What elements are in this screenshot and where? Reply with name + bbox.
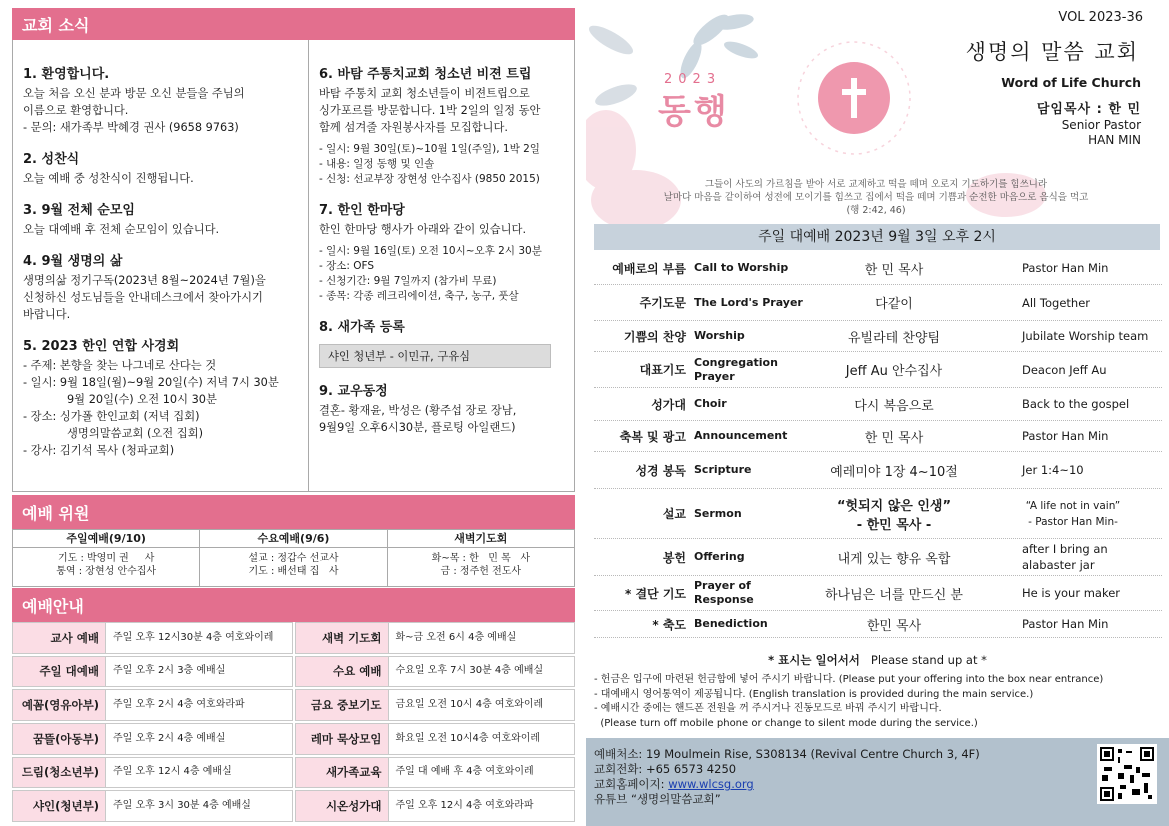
staff-table <box>12 529 575 587</box>
news-item-text: 9월 20일(수) 오전 10시 30분 <box>67 393 217 406</box>
worship-order-row <box>594 576 1162 611</box>
news-item-text: 생명의삶 정기구독(2023년 8월~2024년 7월)을 <box>23 274 266 287</box>
guide-row <box>12 656 293 690</box>
news-item-title: 4. 9월 생명의 삶 <box>23 254 123 269</box>
news-item-text: - 일시: 9월 18일(월)~9월 20일(수) 저녁 7시 30분 <box>23 376 279 389</box>
guide-header: 예배안내 <box>12 588 575 622</box>
address: 예배처소: 19 Moulmein Rise, S308134 (Revival Centre Church 3, 4F) <box>594 747 980 761</box>
guide-row <box>12 723 293 757</box>
order-item-leader-subtext: - 한민 목사 - <box>856 517 932 533</box>
order-item-leader <box>804 548 984 567</box>
news-item <box>319 66 570 187</box>
news-item-title: 7. 한인 한마당 <box>319 203 405 218</box>
news-item-title: 3. 9월 전체 순모임 <box>23 203 135 218</box>
news-item-title: 6. 바탐 주통치교회 청소년 비젼 트립 <box>319 67 532 82</box>
order-item-leader-text: Jeff Au 안수집사 <box>845 364 943 379</box>
news-item-detail: - 신청기간: 9월 7일까지 (참가비 무료) <box>319 275 497 287</box>
guide-label: 레마 묵상모임 <box>295 723 389 755</box>
order-item-korean: 축복 및 광고 <box>619 429 686 444</box>
news-item-text: 오늘 대예배 후 전체 순모임이 있습니다. <box>23 223 220 236</box>
news-item-text: 9월9일 오후6시30분, 플로팅 아일랜드) <box>319 421 516 434</box>
verse-reference: (행 2:42, 46) <box>846 205 906 216</box>
bible-verse <box>616 178 1136 217</box>
order-item-english-text: Pastor Han Min <box>1022 261 1109 275</box>
staff-entry: 금 : 정주헌 전도사 <box>440 566 522 577</box>
order-item-english-text: All Together <box>1022 295 1090 310</box>
order-item-leader-text: 다같이 <box>875 297 913 312</box>
guide-label: 시온성가대 <box>295 790 389 822</box>
order-item-english: Scripture <box>694 463 752 476</box>
worship-order-row <box>594 611 1162 638</box>
order-item-leader-text: 내게 있는 향유 옥합 <box>837 551 951 567</box>
order-item-english: Choir <box>694 397 727 410</box>
news-item <box>319 319 570 368</box>
guide-row <box>295 757 576 791</box>
news-item <box>23 66 300 136</box>
order-item-korean: 성가대 <box>651 397 686 412</box>
guide-row <box>12 790 293 824</box>
guide-row <box>12 689 293 723</box>
order-item-leader-text: “헛되지 않은 인생” <box>836 498 952 514</box>
service-guide <box>12 622 575 824</box>
staff-column <box>200 530 387 586</box>
news-item-detail: - 장소: OFS <box>319 260 375 272</box>
year-theme-logo <box>654 40 954 175</box>
order-item-english-text: after I bring an alabaster jar <box>1022 542 1108 572</box>
news-item-text: 한인 한마당 행사가 아래와 같이 있습니다. <box>319 223 527 236</box>
news-item-text: 생명의말씀교회 (오전 집회) <box>67 427 204 440</box>
news-item-text: - 장소: 싱가폴 한인교회 (저녁 집회) <box>23 410 200 423</box>
order-item-leader-text: 한 민 목사 <box>864 430 924 446</box>
guide-value: 주일 오후 2시 3층 예배실 <box>106 656 293 688</box>
news-item-detail: - 종목: 각종 레크리에이션, 축구, 농구, 풋살 <box>319 290 519 302</box>
worship-order-row <box>594 388 1162 421</box>
news-item <box>23 338 300 459</box>
order-item-english-text: Pastor Han Min <box>1022 617 1109 631</box>
note-line: - 예배시간 중에는 핸드폰 전원을 꺼 주시거나 진동모드로 바꿔 주시기 바랍니다. <box>594 703 942 714</box>
order-item-leader <box>804 293 984 312</box>
news-column-right <box>309 40 576 491</box>
worship-order-row <box>594 321 1162 352</box>
order-item-korean: 성경 봉독 <box>635 463 686 478</box>
guide-row <box>295 689 576 723</box>
staff-entry: 설교 : 정갑수 선교사 <box>248 553 339 564</box>
staff-entry: 기도 : 박영미 권 사 <box>57 553 155 564</box>
order-item-english-subtext: - Pastor Han Min- <box>1028 515 1118 528</box>
news-item-text: 싱가포르를 방문합니다. 1박 2일의 일정 동안 <box>319 104 541 117</box>
staff-column-body <box>388 548 574 578</box>
order-item-english-detail <box>984 396 1162 412</box>
news-item-title: 9. 교우동정 <box>319 384 388 399</box>
guide-label: 새가족교육 <box>295 757 389 789</box>
stand-note-english: Please stand up at * <box>870 653 987 667</box>
guide-value: 주일 오후 2시 4층 여호와라파 <box>106 689 293 721</box>
order-of-worship <box>594 252 1162 638</box>
order-item-leader <box>804 584 984 603</box>
staff-column <box>13 530 200 586</box>
logo-word: 동행 <box>658 92 730 132</box>
guide-value: 주일 오후 12시30분 4층 여호와이레 <box>106 622 293 654</box>
staff-header: 예배 위원 <box>12 495 575 529</box>
order-item-english-detail <box>984 541 1162 573</box>
order-item-korean: * 축도 <box>652 617 686 632</box>
worship-order-row <box>594 539 1162 576</box>
church-name-korean: 생명의 말씀 교회 <box>965 40 1139 64</box>
church-name-english: Word of Life Church <box>1001 75 1141 90</box>
order-item-english-text: Jubilate Worship team <box>1022 329 1149 343</box>
news-item-text: - 문의: 새가족부 박혜경 권사 (9658 9763) <box>23 121 239 134</box>
news-item <box>23 202 300 238</box>
order-item-english-detail <box>984 260 1162 276</box>
guide-row <box>12 757 293 791</box>
order-item-english-detail <box>984 328 1162 344</box>
right-panel <box>586 0 1169 826</box>
new-member-box: 샤인 청년부 - 이민규, 구유심 <box>319 344 551 368</box>
note-line: (Please turn off mobile phone or change to silent mode during the service.) <box>594 717 978 729</box>
stand-note <box>586 652 1169 668</box>
order-item-english-text: Jer 1:4~10 <box>1022 463 1084 477</box>
order-item-korean: 설교 <box>662 507 686 521</box>
staff-entry: 기도 : 배선태 집 사 <box>248 566 339 577</box>
guide-label: 예꼼(영유아부) <box>12 689 106 721</box>
volume-number: VOL 2023-36 <box>1058 10 1143 25</box>
order-item-english-text: “A life not in vain” <box>1025 499 1121 512</box>
guide-value: 화~금 오전 6시 4층 예배실 <box>389 622 576 654</box>
phone: 교회전화: +65 6573 4250 <box>594 762 737 776</box>
order-item-english-detail <box>984 295 1162 311</box>
order-item-leader-text: 하나님은 너를 만드신 분 <box>825 587 963 603</box>
news-item-detail: - 일시: 9월 16일(토) 오전 10시~오후 2시 30분 <box>319 245 542 257</box>
news-item-title: 8. 새가족 등록 <box>319 320 405 335</box>
guide-value: 주일 오후 12시 4층 여호와라파 <box>389 790 576 822</box>
worship-order-row <box>594 452 1162 489</box>
senior-pastor-name: HAN MIN <box>1088 133 1141 147</box>
staff-column-header: 수요예배(9/6) <box>200 530 386 548</box>
worship-order-row <box>594 252 1162 285</box>
news-item-text: 바랍니다. <box>23 308 71 321</box>
order-item-leader <box>804 360 984 379</box>
order-item-korean: * 결단 기도 <box>625 586 686 601</box>
news-item <box>23 151 300 187</box>
guide-label: 샤인(청년부) <box>12 790 106 822</box>
news-item-details <box>319 244 570 304</box>
order-item-english: Call to Worship <box>694 261 789 274</box>
worship-order-row <box>594 352 1162 388</box>
staff-entry: 화~목 : 한 민 목 사 <box>431 553 530 564</box>
order-item-leader-text: 예레미야 1장 4~10절 <box>830 464 958 480</box>
news-item-title: 1. 환영합니다. <box>23 67 110 82</box>
order-item-korean: 봉헌 <box>662 550 686 565</box>
guide-value: 금요일 오전 10시 4층 여호와이레 <box>389 689 576 721</box>
guide-label: 금요 중보기도 <box>295 689 389 721</box>
order-item-leader <box>804 495 984 533</box>
guide-row <box>12 622 293 656</box>
bulletin-header <box>586 0 1169 225</box>
senior-pastor-korean: 담임목사 : 한 민 <box>1036 102 1141 117</box>
order-item-leader <box>804 259 984 278</box>
order-item-english-detail <box>984 498 1162 530</box>
senior-pastor-english <box>1062 118 1141 148</box>
order-item-leader-text: 한 민 목사 <box>864 262 924 278</box>
order-item-english: Worship <box>694 329 745 342</box>
order-item-english-text: He is your maker <box>1022 586 1121 600</box>
order-item-english-text: Pastor Han Min <box>1022 429 1109 443</box>
order-item-english: Announcement <box>694 429 788 442</box>
guide-value: 주일 오후 2시 4층 예배실 <box>106 723 293 755</box>
order-item-korean: 주기도문 <box>639 296 686 310</box>
worship-order-row <box>594 421 1162 452</box>
news-item-text: 오늘 처음 오신 분과 방문 오신 분들을 주님의 <box>23 87 245 100</box>
order-item-english-detail <box>984 428 1162 444</box>
staff-entry: 통역 : 장현성 안수집사 <box>56 566 157 577</box>
order-item-english-text: Deacon Jeff Au <box>1022 362 1107 377</box>
staff-column-header: 새벽기도회 <box>388 530 574 548</box>
order-item-english-detail <box>984 585 1162 601</box>
order-item-leader-text: 한민 목사 <box>866 618 922 634</box>
guide-value: 주일 오후 12시 4층 예배실 <box>106 757 293 789</box>
order-item-english: Sermon <box>694 506 742 520</box>
guide-value: 수요일 오후 7시 30분 4층 예배실 <box>389 656 576 688</box>
order-item-korean: 대표기도 <box>639 363 686 377</box>
order-item-english: Congregation Prayer <box>694 355 778 383</box>
cross-icon <box>851 78 857 118</box>
website-label: 교회홈페이지: <box>594 777 669 791</box>
news-item-text: 바탐 주통치 교회 청소년들이 비젼트립으로 <box>319 87 530 100</box>
guide-row <box>295 656 576 690</box>
logo-emblem <box>784 40 924 170</box>
news-item-details <box>319 142 570 187</box>
order-item-english: Benediction <box>694 617 768 630</box>
staff-column <box>388 530 574 586</box>
order-item-english-detail <box>984 362 1162 378</box>
verse-line-2: 날마다 마음을 같이하여 성전에 모이기를 힘쓰고 집에서 떡을 떼며 기쁨과 순전한 마음으로 음식을 먹고 <box>663 192 1089 203</box>
news-item-text: 이름으로 환영합니다. <box>23 104 129 117</box>
staff-column-header: 주일예배(9/10) <box>13 530 199 548</box>
news-header: 교회 소식 <box>12 8 575 40</box>
guide-value: 주일 오후 3시 30분 4층 예배실 <box>106 790 293 822</box>
note-line: - 헌금은 입구에 마련된 헌금함에 넣어 주시기 바랍니다. (Please put your offering into the box near entrance) <box>594 674 1104 685</box>
news-item <box>319 383 570 436</box>
news-item-text: - 강사: 김기석 목사 (청파교회) <box>23 444 175 457</box>
news-item-text: 오늘 예배 중 성찬식이 진행됩니다. <box>23 172 194 185</box>
order-item-leader <box>804 615 984 634</box>
staff-column-body <box>13 548 199 578</box>
news-item-title: 5. 2023 한인 연합 사경회 <box>23 339 180 354</box>
news-box <box>12 40 575 492</box>
stand-note-korean: * 표시는 일어서서 <box>768 653 860 667</box>
qr-code-icon[interactable] <box>1097 744 1157 804</box>
guide-label: 드림(청소년부) <box>12 757 106 789</box>
order-item-english-detail <box>984 462 1162 478</box>
guide-value: 화요일 오전 10시4층 여호와이레 <box>389 723 576 755</box>
worship-title: 주일 대예배 2023년 9월 3일 오후 2시 <box>594 224 1160 250</box>
news-item-text: - 주제: 본향을 찾는 나그네로 산다는 것 <box>23 359 217 372</box>
order-item-leader <box>804 327 984 346</box>
staff-column-body <box>200 548 386 578</box>
news-item-detail: - 내용: 일정 동행 및 인솔 <box>319 158 435 170</box>
guide-label: 수요 예배 <box>295 656 389 688</box>
guide-row <box>295 622 576 656</box>
note-line: - 대예배시 영어통역이 제공됩니다. (English translation is provided during the main service.) <box>594 688 1034 700</box>
news-item-text: 결혼- 황재윤, 박성은 (황주섭 장로 장남, <box>319 404 517 417</box>
guide-row <box>295 790 576 824</box>
order-item-leader-text: 유빌라테 찬양팀 <box>847 330 941 346</box>
news-item <box>23 253 300 323</box>
guide-label: 꿈뜰(아동부) <box>12 723 106 755</box>
website-row <box>594 777 980 792</box>
news-item-text: 신청하신 성도님들을 안내데스크에서 찾아가시기 <box>23 291 263 304</box>
order-item-korean: 예배로의 부름 <box>612 261 686 276</box>
order-item-english: Offering <box>694 550 745 563</box>
guide-label: 주일 대예배 <box>12 656 106 688</box>
news-item-text: 함께 섬겨줄 자원봉사자를 모집합니다. <box>319 121 508 134</box>
order-item-leader-text: 다시 복음으로 <box>854 398 934 414</box>
left-panel <box>12 8 575 822</box>
news-item-title: 2. 성찬식 <box>23 152 80 167</box>
senior-pastor-title: Senior Pastor <box>1061 118 1141 132</box>
order-item-korean: 기쁨의 찬양 <box>623 329 686 344</box>
church-info-footer <box>586 738 1169 826</box>
worship-notes <box>594 673 1164 731</box>
guide-label: 새벽 기도회 <box>295 622 389 654</box>
guide-row <box>295 723 576 757</box>
order-item-leader <box>804 461 984 480</box>
worship-order-row <box>594 489 1162 539</box>
order-item-english-detail <box>984 616 1162 632</box>
news-item <box>319 202 570 304</box>
order-item-leader <box>804 395 984 414</box>
news-item-detail: - 일시: 9월 30일(토)~10월 1일(주일), 1박 2일 <box>319 143 540 155</box>
contact-info <box>594 747 980 807</box>
website-link[interactable]: www.wlcsg.org <box>668 777 754 791</box>
logo-year: 2023 <box>664 72 722 87</box>
verse-line-1: 그들이 사도의 가르침을 받아 서로 교제하고 떡을 떼며 오로지 기도하기를 힘쓰니라 <box>704 179 1048 190</box>
guide-label: 교사 예배 <box>12 622 106 654</box>
news-column-left <box>13 40 309 491</box>
news-item-detail: - 신청: 선교부장 장현성 안수집사 (9850 2015) <box>319 173 540 185</box>
guide-value: 주일 대 예배 후 4층 여호와이레 <box>389 757 576 789</box>
order-item-english: Prayer of Response <box>694 579 754 606</box>
order-item-english: The Lord's Prayer <box>694 295 803 309</box>
worship-order-row <box>594 285 1162 321</box>
order-item-leader <box>804 427 984 446</box>
order-item-english-text: Back to the gospel <box>1022 397 1130 411</box>
youtube: 유튜브 “생명의말씀교회” <box>594 792 721 806</box>
